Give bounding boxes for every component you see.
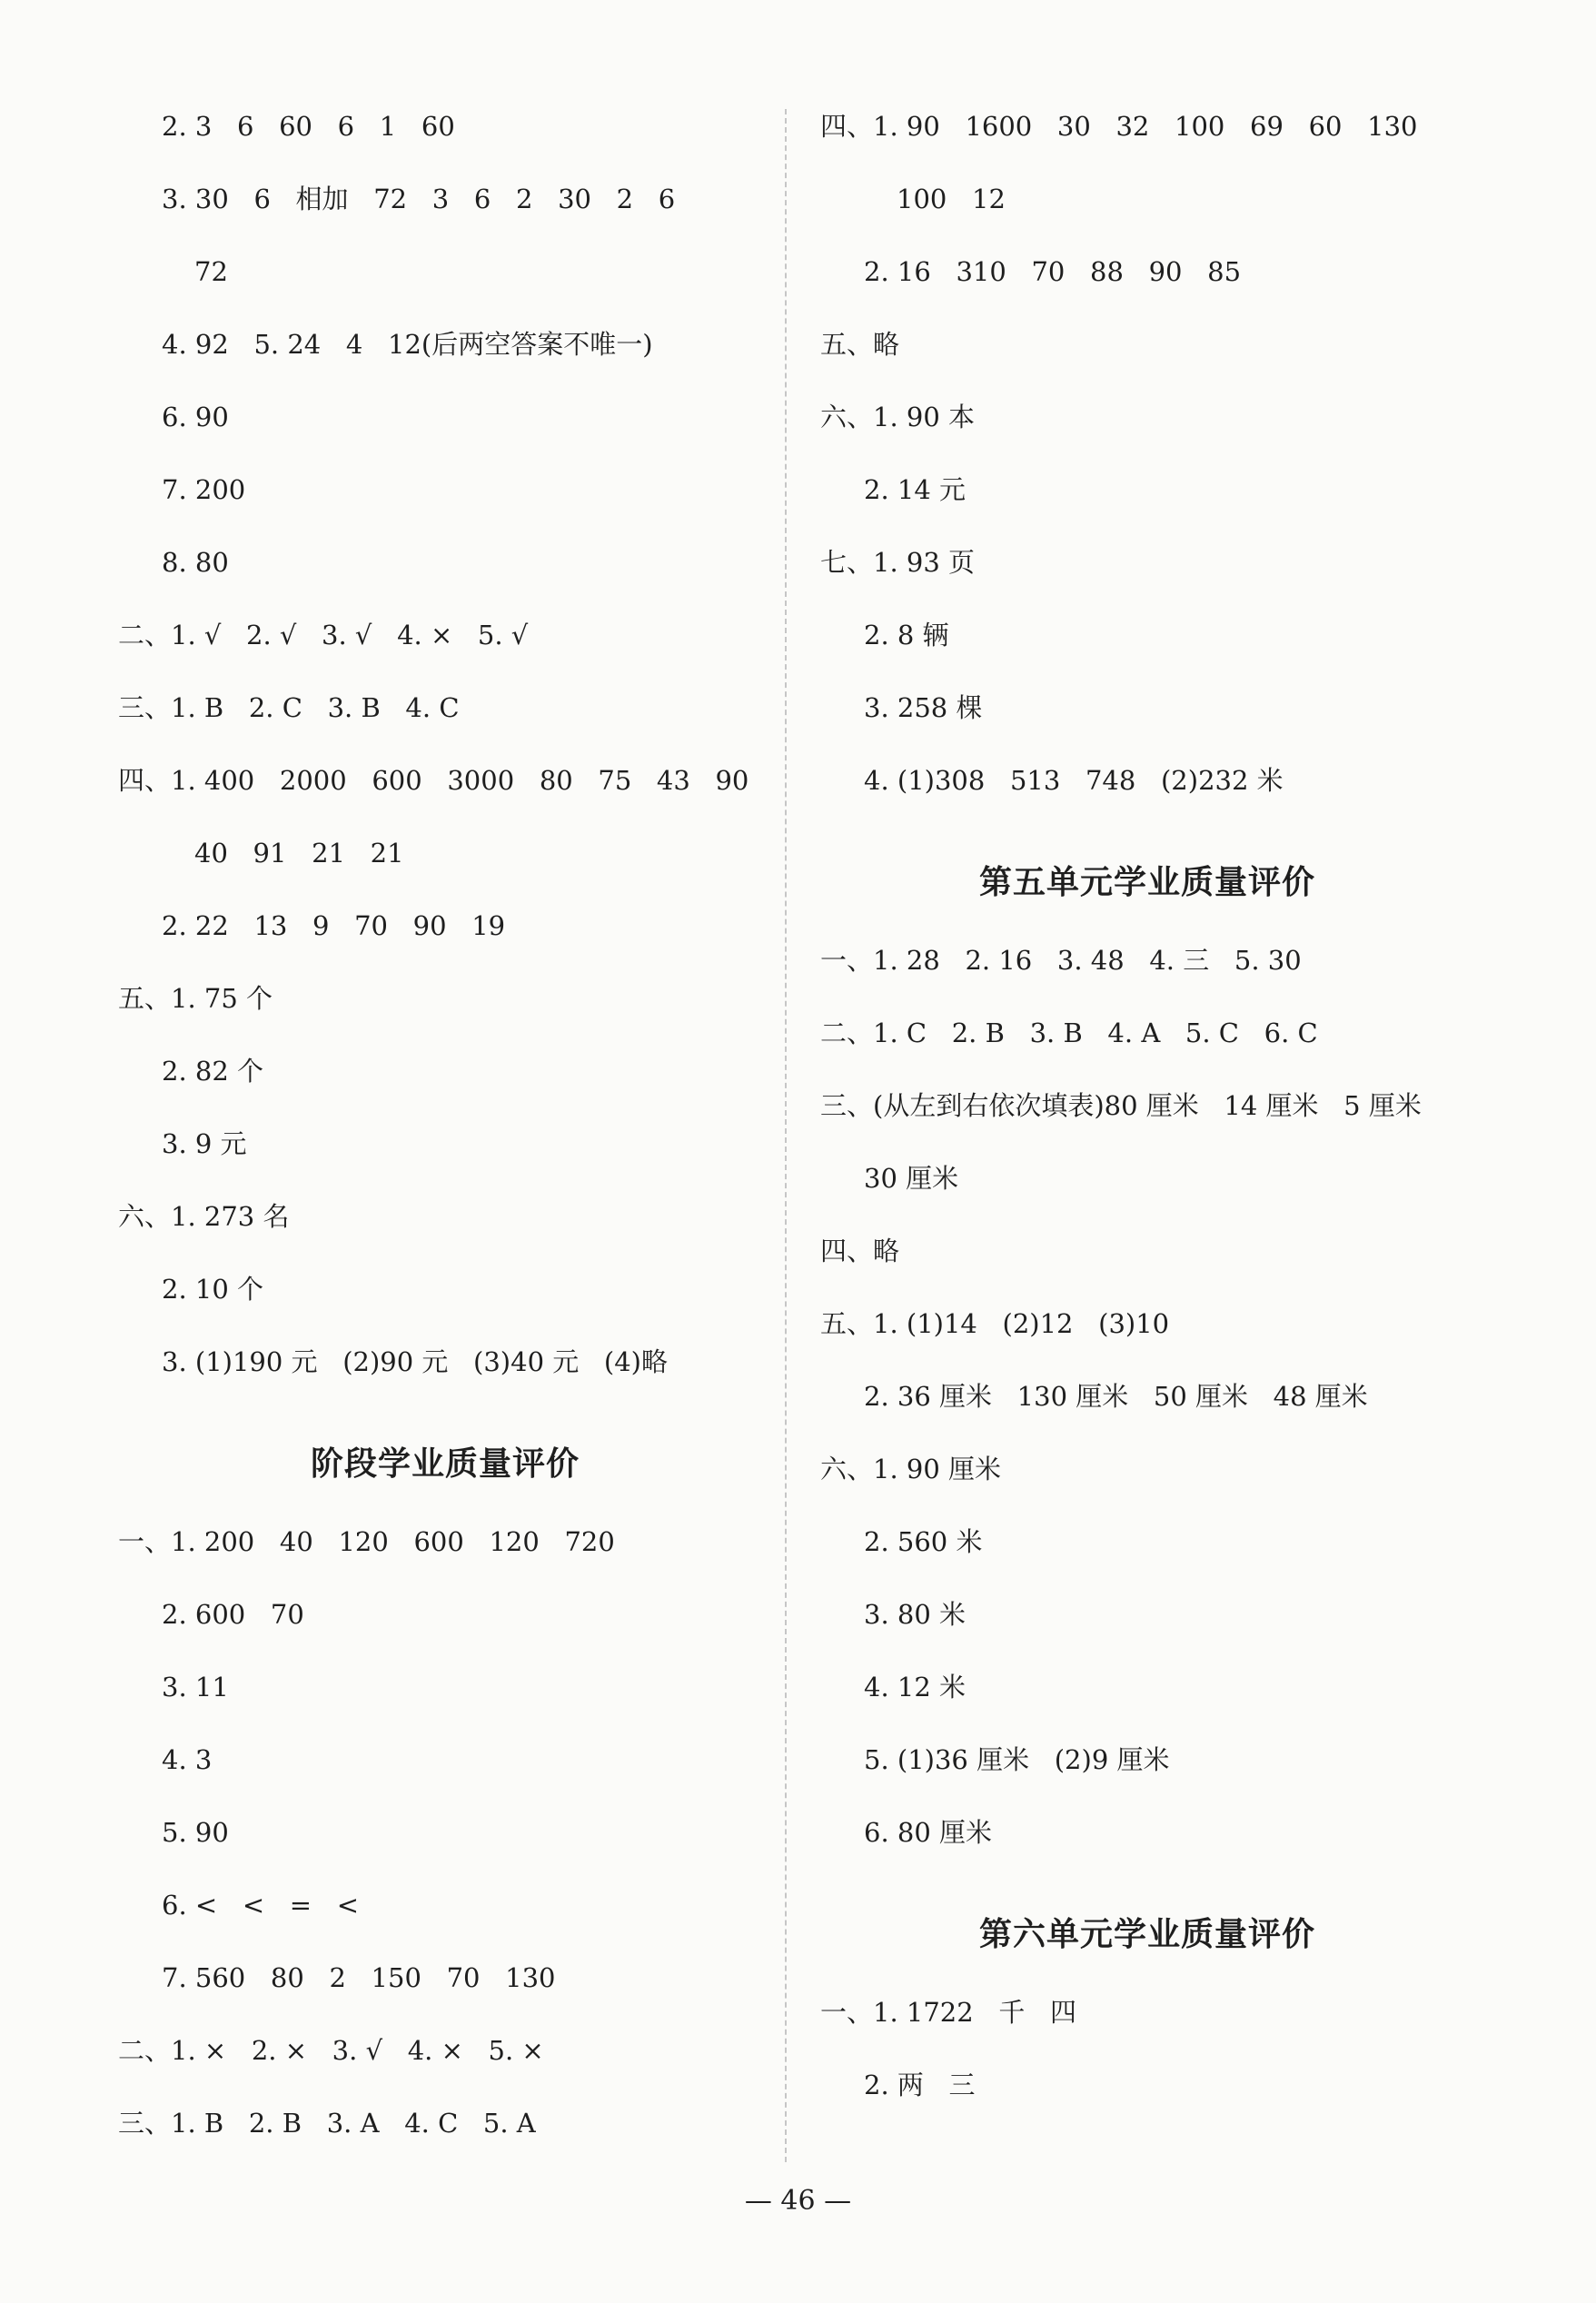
answer-line: 2. 14 元 (864, 474, 967, 505)
answer-line: 三、(从左到右依次填表)80 厘米 14 厘米 5 厘米 (820, 1090, 1422, 1121)
answer-line: 2. 3 6 60 6 1 60 (162, 111, 455, 142)
answer-line: 4. 92 5. 24 4 12(后两空答案不唯一) (162, 329, 653, 360)
answer-line: 4. 12 米 (864, 1672, 967, 1702)
answer-line: 2. 36 厘米 130 厘米 50 厘米 48 厘米 (864, 1381, 1368, 1412)
answer-line: 5. (1)36 厘米 (2)9 厘米 (864, 1744, 1170, 1775)
answer-line: 3. 258 棵 (864, 692, 983, 723)
section-heading: 阶段学业质量评价 (310, 1445, 580, 1483)
answer-line: 6. 90 (162, 402, 229, 432)
answer-line: 6. 80 厘米 (864, 1817, 993, 1848)
answer-line: 一、1. 200 40 120 600 120 720 (118, 1526, 615, 1557)
answer-line: 2. 两 三 (864, 2070, 976, 2100)
answer-line: 2. 560 米 (864, 1526, 983, 1557)
answer-line: 六、1. 90 本 (820, 402, 976, 432)
answer-line: 五、略 (820, 329, 900, 360)
answer-line: 2. 82 个 (162, 1056, 264, 1087)
answer-line: 一、1. 1722 千 四 (820, 1997, 1076, 2028)
column-divider (785, 109, 787, 2162)
answer-line: 五、1. 75 个 (118, 983, 273, 1014)
answer-line: 2. 22 13 9 70 90 19 (162, 910, 506, 941)
answer-line: 二、1. C 2. B 3. B 4. A 5. C 6. C (820, 1017, 1318, 1048)
answer-line: 72 (194, 256, 228, 287)
answer-line: 六、1. 273 名 (118, 1201, 290, 1232)
answer-line: 二、1. √ 2. √ 3. √ 4. × 5. √ (118, 620, 529, 650)
answer-line: 8. 80 (162, 547, 229, 578)
answer-line: 5. 90 (162, 1817, 229, 1848)
answer-line: 四、1. 400 2000 600 3000 80 75 43 90 (118, 765, 749, 796)
answer-line: 二、1. × 2. × 3. √ 4. × 5. × (118, 2035, 544, 2066)
answer-line: 100 12 (897, 184, 1006, 214)
answer-line: 3. 80 米 (864, 1599, 967, 1630)
section-heading: 第六单元学业质量评价 (978, 1916, 1315, 1953)
answer-line: 30 厘米 (864, 1163, 959, 1194)
answer-line: 7. 200 (162, 474, 246, 505)
page-number: — 46 — (744, 2185, 852, 2217)
answer-line: 三、1. B 2. C 3. B 4. C (118, 692, 460, 723)
answer-line: 7. 560 80 2 150 70 130 (162, 1962, 556, 1993)
answer-line: 一、1. 28 2. 16 3. 48 4. 三 5. 30 (820, 945, 1302, 976)
answer-line: 四、略 (820, 1236, 900, 1266)
answer-line: 2. 8 辆 (864, 620, 949, 650)
answer-line: 五、1. (1)14 (2)12 (3)10 (820, 1308, 1170, 1339)
answer-line: 4. (1)308 513 748 (2)232 米 (864, 765, 1284, 796)
answer-line: 三、1. B 2. B 3. A 4. C 5. A (118, 2108, 536, 2139)
answer-line: 4. 3 (162, 1744, 213, 1775)
answer-line: 2. 600 70 (162, 1599, 304, 1630)
answer-line: 3. (1)190 元 (2)90 元 (3)40 元 (4)略 (162, 1346, 668, 1377)
answer-line: 40 91 21 21 (194, 838, 404, 869)
section-heading: 第五单元学业质量评价 (978, 864, 1315, 901)
answer-line: 6. < < = < (162, 1890, 360, 1921)
answer-line: 3. 11 (162, 1672, 229, 1702)
answer-line: 四、1. 90 1600 30 32 100 69 60 130 (820, 111, 1418, 142)
answer-line: 3. 30 6 相加 72 3 6 2 30 2 6 (162, 184, 676, 214)
answer-line: 2. 10 个 (162, 1274, 264, 1305)
right-answer-column (820, 103, 1474, 2134)
answer-line: 七、1. 93 页 (820, 547, 976, 578)
answer-line: 2. 16 310 70 88 90 85 (864, 256, 1242, 287)
answer-line: 3. 9 元 (162, 1128, 247, 1159)
left-answer-column (118, 103, 772, 2172)
answer-line: 六、1. 90 厘米 (820, 1454, 1002, 1484)
